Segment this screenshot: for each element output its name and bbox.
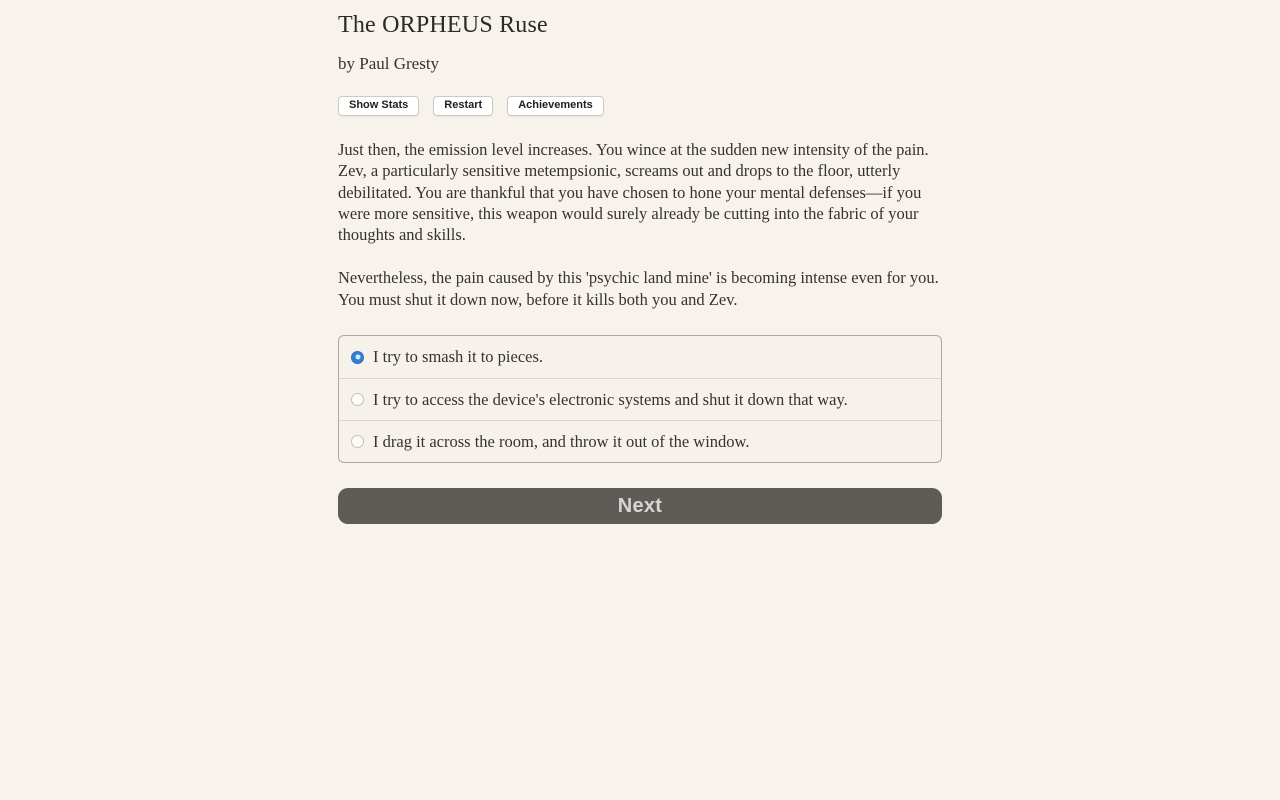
choice-label: I try to access the device's electronic systems and shut it down that way.: [373, 389, 848, 409]
choice-label: I drag it across the room, and throw it out of the window.: [373, 431, 750, 451]
choice-option-electronics[interactable]: [339, 378, 941, 420]
radio-button-icon[interactable]: [351, 393, 364, 406]
radio-button-icon[interactable]: [351, 351, 364, 364]
next-button[interactable]: Next: [338, 488, 942, 524]
choice-group: [338, 335, 942, 463]
author-byline: by Paul Gresty: [338, 54, 440, 73]
page-title: The ORPHEUS Ruse: [338, 12, 548, 38]
show-stats-button[interactable]: Show Stats: [338, 96, 419, 116]
restart-button[interactable]: Restart: [433, 96, 493, 116]
radio-button-icon[interactable]: [351, 435, 364, 448]
choice-label: I try to smash it to pieces.: [373, 347, 544, 367]
achievements-button[interactable]: Achievements: [507, 96, 604, 116]
choice-option-smash[interactable]: [339, 336, 941, 378]
choice-option-window[interactable]: [339, 420, 941, 462]
story-paragraph: Nevertheless, the pain caused by this 'psychic land mine' is becoming intense even for you. You must shut it down now, before it kills both you and Zev.: [338, 268, 939, 309]
story-text: [338, 139, 942, 310]
story-paragraph: Just then, the emission level increases. You wince at the sudden new intensity of the pain. Zev, a particularly sensitive metempsionic, screams out and drops to the floor, utterly debilitated. You are thankful that you have chosen to hone your mental defenses—if you were more sensitive, this weapon would surely already be cutting into the fabric of your thoughts and skills.: [338, 140, 929, 245]
story-page: [338, 0, 942, 524]
toolbar: [338, 96, 942, 116]
